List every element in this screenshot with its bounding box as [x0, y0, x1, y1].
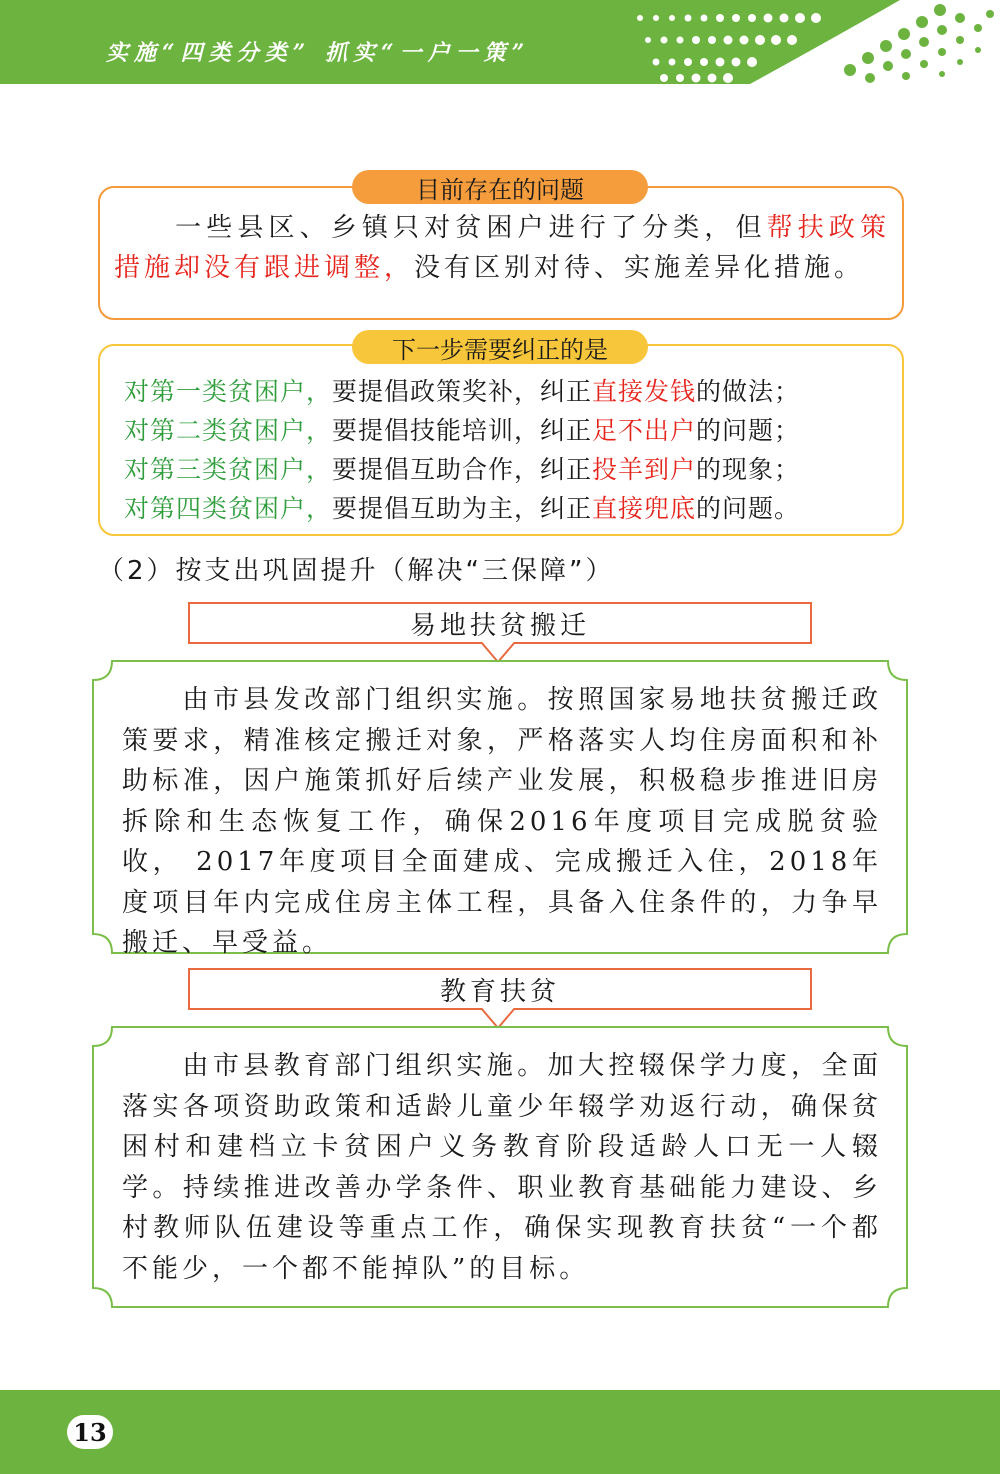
correction-item-middle: 要提倡互助为主，纠正 [332, 494, 593, 523]
education-title-tab [188, 968, 812, 1010]
relocation-body [122, 680, 882, 964]
correction-list [124, 372, 894, 528]
page-number: 13 [64, 1412, 116, 1452]
correction-item-tail: 的问题； [696, 416, 801, 445]
correction-item [124, 372, 894, 411]
correction-item-middle: 要提倡技能培训，纠正 [332, 416, 593, 445]
footer-band [0, 1390, 1000, 1474]
correction-item-middle: 要提倡互助合作，纠正 [332, 455, 593, 484]
correction-item-lead: 对第二类贫困户， [124, 416, 333, 445]
correction-item [124, 450, 894, 489]
relocation-frame [92, 660, 908, 958]
section-subheading: （2）按支出巩固提升（解决“三保障”） [98, 556, 615, 586]
header-band [0, 0, 1000, 84]
correction-item-highlight: 直接兜底 [592, 494, 697, 523]
problem-text [114, 208, 890, 288]
header-title: 实施“四类分类” 抓实“一户一策” [106, 40, 531, 66]
correction-item-lead: 对第四类贫困户， [124, 494, 333, 523]
education-body [122, 1046, 882, 1289]
problem-text-part-2: 没有区别对待、实施差异化措施。 [414, 253, 865, 283]
problem-text-part-1: 一些县区、乡镇只对贫困户进行了分类，但 [174, 213, 767, 243]
relocation-title-tab [188, 602, 812, 644]
problem-heading: 目前存在的问题 [352, 170, 648, 204]
correction-item-lead: 对第一类贫困户， [124, 377, 333, 406]
correction-heading: 下一步需要纠正的是 [352, 330, 648, 364]
correction-item [124, 411, 894, 450]
correction-item-lead: 对第三类贫困户， [124, 455, 333, 484]
correction-item-middle: 要提倡政策奖补，纠正 [332, 377, 593, 406]
relocation-body-text: 由市县发改部门组织实施。按照国家易地扶贫搬迁政策要求，精准核定搬迁对象，严格落实人均住房面积和补助标准，因户施策抓好后续产业发展，积极稳步推进旧房拆除和生态恢复工作，确保2016年度项目完成脱贫验收， 2017年度项目全面建成、完成搬迁入住，2018年度项目年内完成住房主体工程，具备入住条件的，力争早搬迁、早受益。 [122, 685, 882, 958]
education-frame [92, 1026, 908, 1308]
correction-item-highlight: 直接发钱 [592, 377, 697, 406]
problem-text-highlight: 帮扶政策措施却没有跟进调整， [114, 213, 890, 283]
correction-item-tail: 的问题。 [696, 494, 801, 523]
correction-item-highlight: 足不出户 [592, 416, 697, 445]
relocation-title: 易地扶贫搬迁 [409, 610, 590, 641]
education-body-text: 由市县教育部门组织实施。加大控辍保学力度，全面落实各项资助政策和适龄儿童少年辍学劝返行动，确保贫困村和建档立卡贫困户义务教育阶段适龄人口无一人辍学。持续推进改善办学条件、职业教育基础能力建设、乡村教师队伍建设等重点工作，确保实现教育扶贫“一个都不能少，一个都不能掉队”的目标。 [122, 1051, 882, 1284]
correction-item-tail: 的现象； [696, 455, 801, 484]
education-title: 教育扶贫 [439, 976, 560, 1007]
dot-pattern-decoration [600, 0, 1000, 84]
correction-item [124, 489, 894, 528]
correction-item-highlight: 投羊到户 [592, 455, 697, 484]
correction-item-tail: 的做法； [696, 377, 801, 406]
